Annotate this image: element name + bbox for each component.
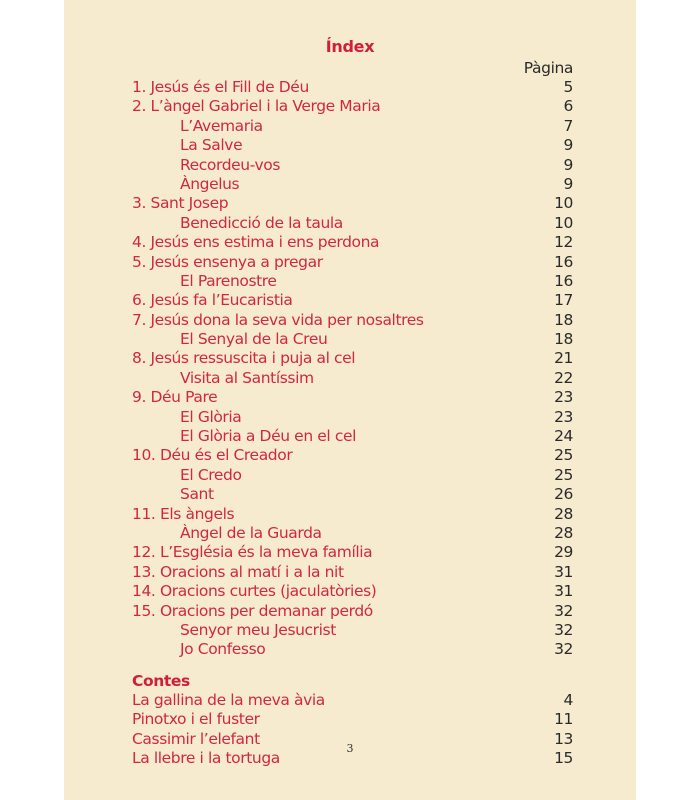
entry-page-number: 21 bbox=[554, 349, 573, 368]
entry-page-number: 16 bbox=[554, 252, 573, 271]
entry-title: Sant bbox=[180, 485, 214, 504]
toc-entry-subentry bbox=[132, 175, 573, 194]
entry-page-number: 7 bbox=[563, 116, 573, 135]
entry-page-number: 24 bbox=[554, 427, 573, 446]
entry-page-number: 26 bbox=[554, 485, 573, 504]
entry-title: Àngelus bbox=[180, 174, 240, 193]
entry-page-number: 16 bbox=[554, 271, 573, 290]
toc-entry bbox=[132, 446, 573, 465]
entry-title: Senyor meu Jesucrist bbox=[180, 620, 336, 639]
entry-page-number: 4 bbox=[563, 690, 573, 709]
entry-title: Jo Confesso bbox=[180, 640, 266, 659]
toc-entry-subentry bbox=[132, 524, 573, 543]
entry-title: 6. Jesús fa l’Eucaristia bbox=[132, 291, 293, 310]
entry-page-number: 23 bbox=[554, 388, 573, 407]
entry-title: 4. Jesús ens estima i ens perdona bbox=[132, 233, 380, 252]
toc-entry-subentry bbox=[132, 272, 573, 291]
entry-page-number: 31 bbox=[554, 562, 573, 581]
entry-title: El Glòria a Déu en el cel bbox=[180, 427, 357, 446]
entry-title: El Credo bbox=[180, 465, 242, 484]
toc-entry bbox=[132, 291, 573, 310]
entry-title: 14. Oracions curtes (jaculatòries) bbox=[132, 582, 377, 601]
toc-entry-subentry bbox=[132, 136, 573, 155]
toc-entry bbox=[132, 602, 573, 621]
toc-entry-subentry bbox=[132, 408, 573, 427]
entry-title: Benedicció de la taula bbox=[180, 213, 343, 232]
entry-title: El Senyal de la Creu bbox=[180, 330, 328, 349]
toc-entry-subentry bbox=[132, 214, 573, 233]
entry-title: 2. L’àngel Gabriel i la Verge Maria bbox=[132, 97, 381, 116]
toc-entry bbox=[132, 505, 573, 524]
entry-page-number: 5 bbox=[563, 78, 573, 96]
toc-entry bbox=[132, 349, 573, 368]
entry-page-number: 32 bbox=[554, 620, 573, 639]
toc-entry bbox=[132, 97, 573, 116]
entry-page-number: 15 bbox=[554, 748, 573, 767]
entry-page-number: 13 bbox=[554, 729, 573, 748]
entry-title: Pinotxo i el fuster bbox=[132, 710, 260, 729]
table-of-contents bbox=[132, 58, 573, 768]
entry-title: Recordeu-vos bbox=[180, 155, 281, 174]
toc-entry-subentry bbox=[132, 427, 573, 446]
chapter-list bbox=[132, 78, 573, 660]
page-number-folio: 3 bbox=[346, 742, 354, 755]
entry-page-number: 28 bbox=[554, 504, 573, 523]
toc-entry bbox=[132, 194, 573, 213]
entry-title: L’Avemaria bbox=[180, 116, 263, 135]
entry-page-number: 9 bbox=[563, 174, 573, 193]
entry-title: 15. Oracions per demanar perdó bbox=[132, 601, 373, 620]
toc-entry bbox=[132, 543, 573, 562]
entry-page-number: 22 bbox=[554, 368, 573, 387]
entry-title: 13. Oracions al matí i a la nit bbox=[132, 562, 344, 581]
toc-entry bbox=[132, 388, 573, 407]
entry-title: 3. Sant Josep bbox=[132, 194, 229, 213]
entry-title: 1. Jesús és el Fill de Déu bbox=[132, 78, 309, 96]
entry-page-number: 23 bbox=[554, 407, 573, 426]
index-title: Índex bbox=[325, 37, 375, 56]
toc-entry-subentry bbox=[132, 621, 573, 640]
entry-page-number: 17 bbox=[554, 291, 573, 310]
entry-page-number: 32 bbox=[554, 601, 573, 620]
entry-page-number: 10 bbox=[554, 213, 573, 232]
story-list bbox=[132, 691, 573, 769]
entry-title: Visita al Santíssim bbox=[180, 368, 314, 387]
toc-entry-subentry bbox=[132, 330, 573, 349]
toc-entry-subentry bbox=[132, 640, 573, 659]
toc-entry bbox=[132, 311, 573, 330]
entry-title: 8. Jesús ressuscita i puja al cel bbox=[132, 349, 356, 368]
entry-page-number: 18 bbox=[554, 310, 573, 329]
toc-entry-subentry bbox=[132, 466, 573, 485]
toc-entry bbox=[132, 78, 573, 97]
entry-title: La gallina de la meva àvia bbox=[132, 690, 325, 709]
entry-page-number: 31 bbox=[554, 582, 573, 601]
toc-entry-subentry bbox=[132, 485, 573, 504]
toc-entry-subentry bbox=[132, 117, 573, 136]
toc-entry-subentry bbox=[132, 369, 573, 388]
entry-page-number: 25 bbox=[554, 465, 573, 484]
entry-page-number: 29 bbox=[554, 543, 573, 562]
entry-page-number: 32 bbox=[554, 640, 573, 659]
entry-page-number: 9 bbox=[563, 155, 573, 174]
entry-page-number: 18 bbox=[554, 330, 573, 349]
entry-title: 7. Jesús dona la seva vida per nosaltres bbox=[132, 310, 424, 329]
toc-entry bbox=[132, 233, 573, 252]
toc-entry bbox=[132, 582, 573, 601]
entry-title: La Salve bbox=[180, 136, 243, 155]
entry-title: El Glòria bbox=[180, 407, 242, 426]
entry-page-number: 10 bbox=[554, 194, 573, 213]
entry-title: 12. L’Església és la meva família bbox=[132, 543, 373, 562]
entry-title: 10. Déu és el Creador bbox=[132, 446, 293, 465]
entry-page-number: 6 bbox=[563, 97, 573, 116]
entry-page-number: 28 bbox=[554, 523, 573, 542]
book-page bbox=[64, 0, 636, 800]
entry-page-number: 9 bbox=[563, 136, 573, 155]
entry-title: La llebre i la tortuga bbox=[132, 748, 280, 767]
toc-entry bbox=[132, 563, 573, 582]
entry-title: Àngel de la Guarda bbox=[180, 523, 322, 542]
toc-entry-subentry bbox=[132, 156, 573, 175]
entry-title: El Parenostre bbox=[180, 271, 277, 290]
entry-title: Cassimir l’elefant bbox=[132, 729, 260, 748]
stories-heading: Contes bbox=[132, 671, 190, 690]
story-entry bbox=[132, 691, 573, 710]
entry-page-number: 11 bbox=[554, 710, 573, 729]
entry-title: 11. Els àngels bbox=[132, 504, 235, 523]
story-entry bbox=[132, 710, 573, 729]
entry-page-number: 12 bbox=[554, 233, 573, 252]
entry-page-number: 25 bbox=[554, 446, 573, 465]
entry-title: 9. Déu Pare bbox=[132, 388, 218, 407]
entry-title: 5. Jesús ensenya a pregar bbox=[132, 252, 323, 271]
page-column-header: Pàgina bbox=[523, 59, 573, 77]
toc-entry bbox=[132, 253, 573, 272]
